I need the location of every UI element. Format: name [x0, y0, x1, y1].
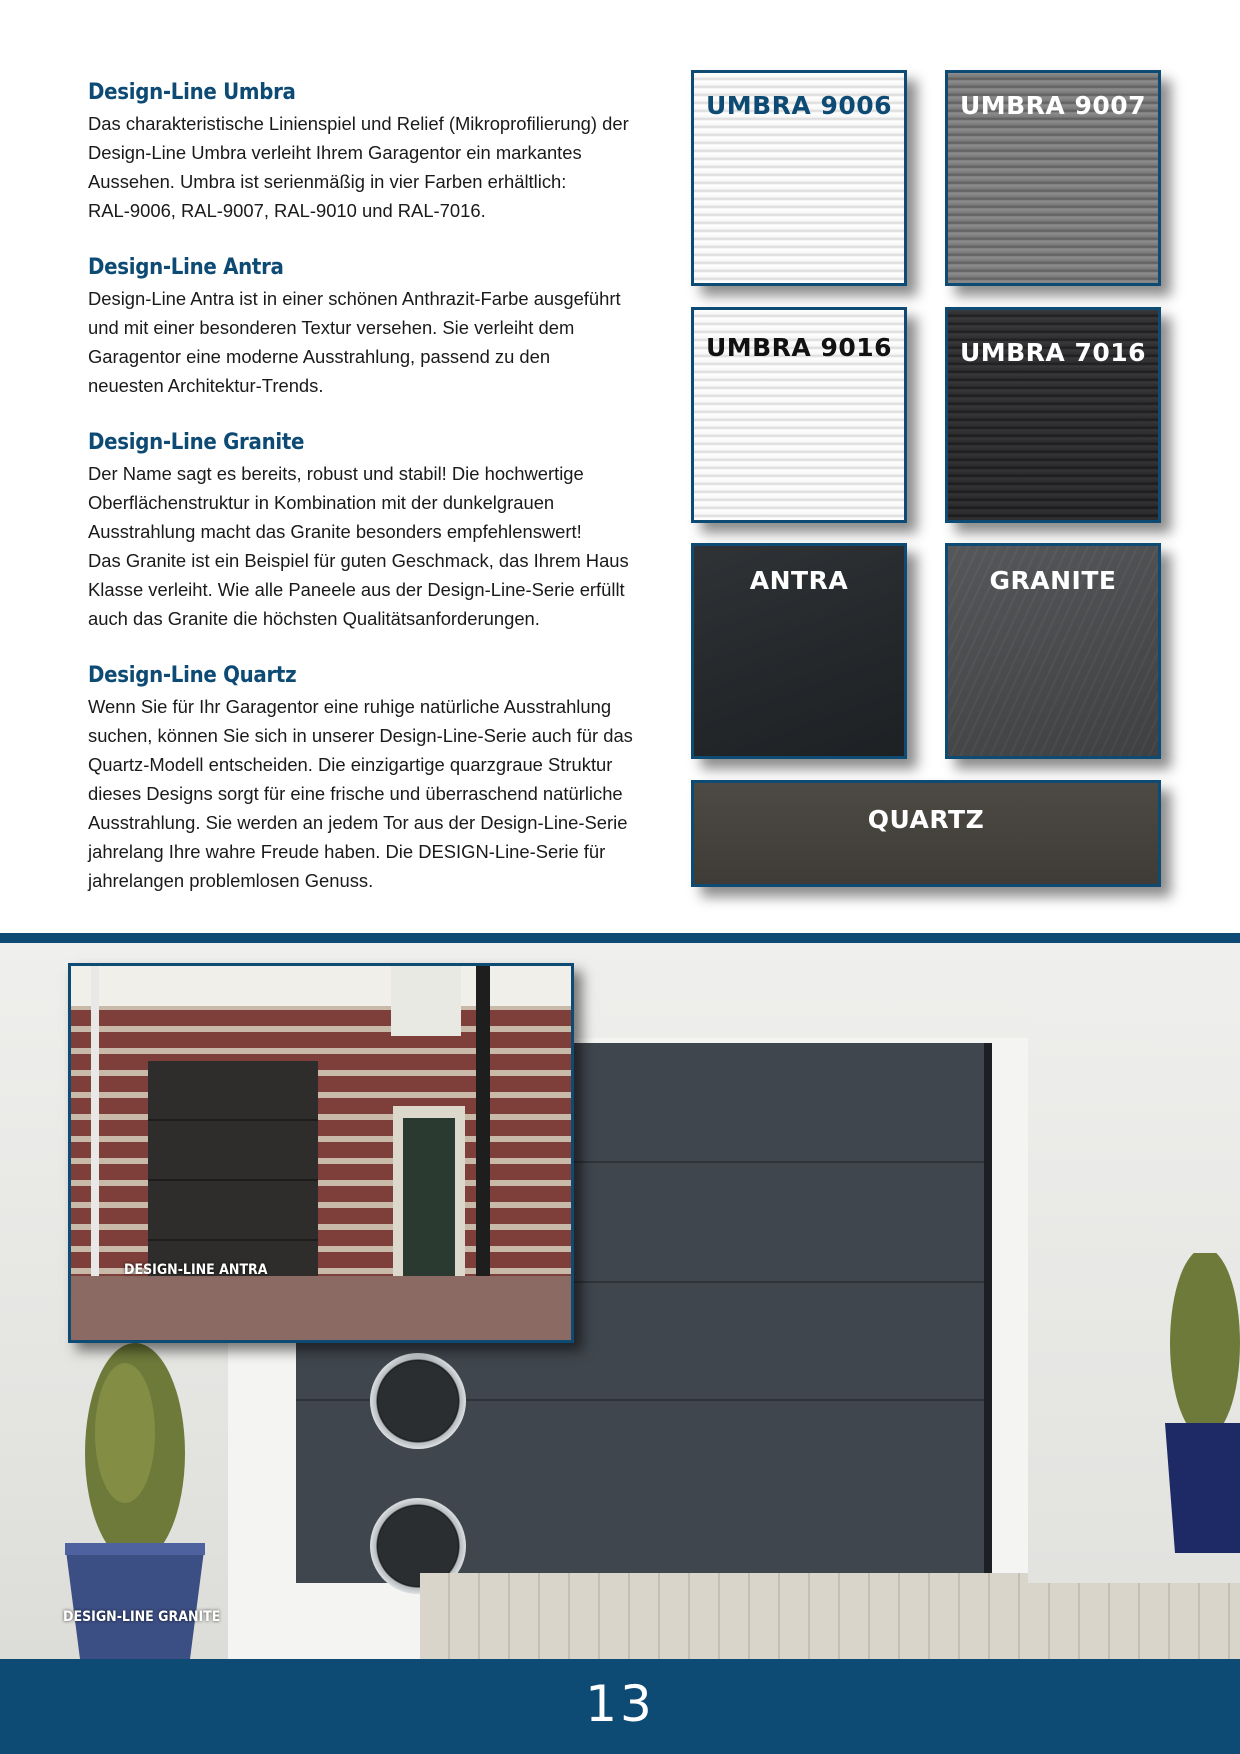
inset-photo-antra	[68, 963, 574, 1343]
body-line: neuesten Architektur-Trends.	[88, 375, 324, 396]
swatch-umbra-9016	[691, 307, 907, 523]
body-line: Der Name sagt es bereits, robust und stabil! Die hochwertige	[88, 463, 584, 484]
swatch-umbra-7016	[945, 307, 1161, 523]
divider-band	[0, 933, 1240, 943]
paving	[420, 1573, 1240, 1659]
body-line: und mit einer besonderen Textur versehen. Sie verleiht dem	[88, 317, 575, 338]
swatch-label: ANTRA	[749, 566, 849, 595]
swatch-label: QUARTZ	[867, 805, 985, 834]
section-antra	[88, 255, 658, 400]
body-line: jahrelangen problemlosen Genuss.	[88, 870, 374, 891]
body-line: Das Granite ist ein Beispiel für guten Geschmack, das Ihrem Haus	[88, 550, 629, 571]
section-title: Design-Line Umbra	[88, 80, 296, 105]
swatch-label: UMBRA 9006	[705, 91, 893, 120]
swatch-quartz	[691, 780, 1161, 887]
body-line: Klasse verleiht. Wie alle Paneele aus der Design-Line-Serie erfüllt	[88, 579, 625, 600]
body-line: RAL-9006, RAL-9007, RAL-9010 und RAL-7016.	[88, 200, 486, 221]
section-title: Design-Line Granite	[88, 430, 305, 455]
body-line: Ausstrahlung. Sie werden an jedem Tor aus der Design-Line-Serie	[88, 812, 628, 833]
potted-plant-right	[1160, 1253, 1240, 1553]
porthole-window	[370, 1353, 466, 1449]
window-row	[71, 966, 571, 1006]
inset-pavement	[71, 1276, 571, 1343]
body-line: Oberflächenstruktur in Kombination mit der dunkelgrauen	[88, 492, 555, 513]
body-line: suchen, können Sie sich in unserer Design-Line-Serie auch für das	[88, 725, 633, 746]
body-line: Design-Line Umbra verleiht Ihrem Garagentor ein markantes	[88, 142, 582, 163]
section-quartz	[88, 663, 658, 895]
balcony	[391, 966, 461, 1036]
body-line: auch das Granite die höchsten Qualitätsanforderungen.	[88, 608, 540, 629]
section-body	[88, 284, 658, 400]
page-number: 13	[585, 1675, 655, 1733]
footer-bar	[0, 1659, 1240, 1754]
swatch-label: UMBRA 9007	[959, 91, 1147, 120]
body-line: Design-Line Antra ist in einer schönen Anthrazit-Farbe ausgeführt	[88, 288, 621, 309]
swatch-label: UMBRA 7016	[959, 338, 1147, 367]
caption-antra: DESIGN-LINE ANTRA	[124, 1262, 268, 1278]
body-line: Ausstrahlung macht das Granite besonders empfehlenswert!	[88, 521, 582, 542]
swatch-label: GRANITE	[989, 566, 1117, 595]
body-line: Garagentor eine moderne Ausstrahlung, passend zu den	[88, 346, 551, 367]
swatch-label: UMBRA 9016	[705, 333, 893, 362]
section-title: Design-Line Antra	[88, 255, 284, 280]
swatch-umbra-9007	[945, 70, 1161, 286]
swatch-antra	[691, 543, 907, 759]
section-body	[88, 109, 658, 225]
body-line: Quartz-Modell entscheiden. Die einzigartige quarzgraue Struktur	[88, 754, 613, 775]
body-line: dieses Designs sorgt für eine frische und überraschend natürliche	[88, 783, 623, 804]
swatch-granite	[945, 543, 1161, 759]
body-line: Das charakteristische Linienspiel und Relief (Mikroprofilierung) der	[88, 113, 629, 134]
body-line: jahrelang Ihre wahre Freude haben. Die DESIGN-Line-Serie für	[88, 841, 606, 862]
caption-granite: DESIGN-LINE GRANITE	[63, 1609, 221, 1625]
body-line: Wenn Sie für Ihr Garagentor eine ruhige natürliche Ausstrahlung	[88, 696, 612, 717]
swatch-umbra-9006	[691, 70, 907, 286]
section-umbra	[88, 80, 658, 225]
section-body	[88, 692, 658, 895]
door-edge	[984, 1043, 992, 1583]
body-line: Aussehen. Umbra ist serienmäßig in vier Farben erhältlich:	[88, 171, 567, 192]
section-granite	[88, 430, 658, 633]
section-body	[88, 459, 658, 633]
section-title: Design-Line Quartz	[88, 663, 297, 688]
